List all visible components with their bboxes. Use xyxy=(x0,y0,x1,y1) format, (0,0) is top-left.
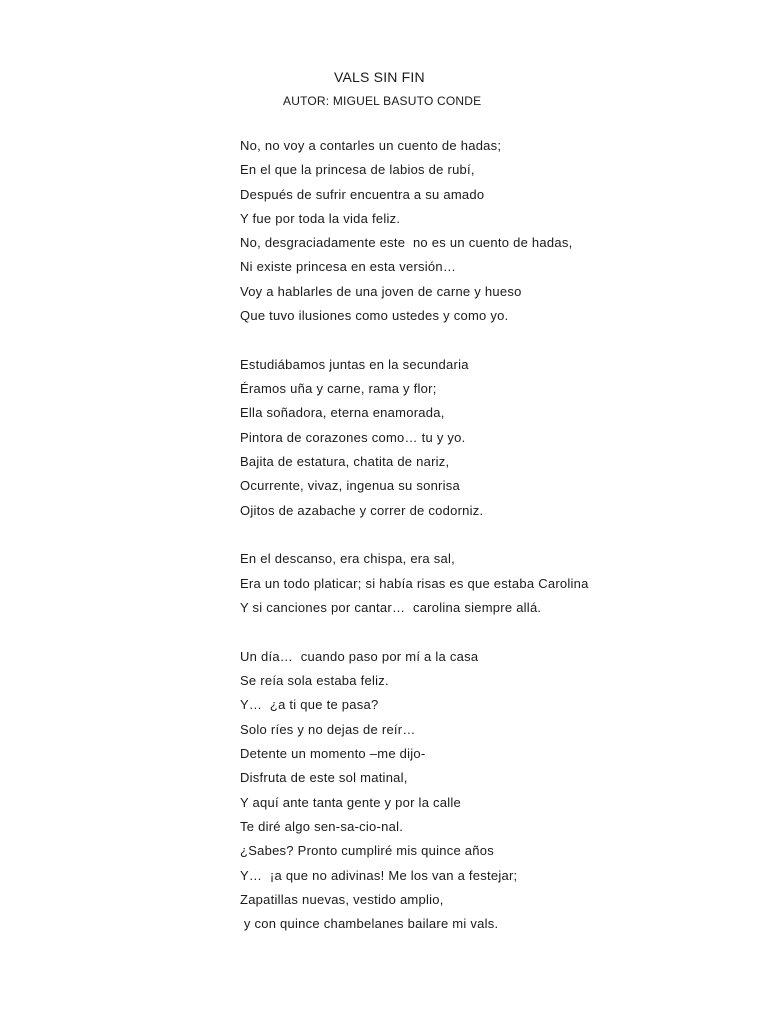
poem-line: Zapatillas nuevas, vestido amplio, xyxy=(240,891,444,907)
poem-line: Ocurrente, vivaz, ingenua su sonrisa xyxy=(240,478,460,494)
poem-line: En el que la princesa de labios de rubí, xyxy=(240,162,475,178)
stanza-3 xyxy=(240,547,740,620)
poem-line: y con quince chambelanes bailare mi vals. xyxy=(240,916,499,932)
poem-line: Y… ¿a ti que te pasa? xyxy=(240,697,379,713)
poem-line: Que tuvo ilusiones como ustedes y como yo. xyxy=(240,308,509,324)
poem-line: Y aquí ante tanta gente y por la calle xyxy=(240,794,462,810)
stanza-1 xyxy=(240,134,740,328)
poem-line: Solo ríes y no dejas de reír… xyxy=(240,721,416,737)
poem-line: Era un todo platicar; si había risas es que estaba Carolina xyxy=(240,575,589,591)
poem-line: Ella soñadora, eterna enamorada, xyxy=(240,405,445,421)
poem-line: Éramos uña y carne, rama y flor; xyxy=(240,381,437,397)
poem-line: En el descanso, era chispa, era sal, xyxy=(240,551,455,567)
poem-line: Ni existe princesa en esta versión… xyxy=(240,259,457,275)
poem-body xyxy=(240,134,740,961)
poem-line: Ojitos de azabache y correr de codorniz. xyxy=(240,502,484,518)
poem-line: Detente un momento –me dijo- xyxy=(240,746,426,762)
poem-line: Y… ¡a que no adivinas! Me los van a festejar; xyxy=(240,867,518,883)
poem-line: Bajita de estatura, chatita de nariz, xyxy=(240,454,450,470)
stanza-2 xyxy=(240,353,740,523)
poem-author: AUTOR: MIGUEL BASUTO CONDE xyxy=(283,94,482,108)
poem-line: No, desgraciadamente este no es un cuento de hadas, xyxy=(240,235,573,251)
poem-line: Y si canciones por cantar… carolina siempre allá. xyxy=(240,600,542,616)
poem-line: Se reía sola estaba feliz. xyxy=(240,673,389,689)
poem-line: Pintora de corazones como… tu y yo. xyxy=(240,429,466,445)
poem-line: Un día… cuando paso por mí a la casa xyxy=(240,648,479,664)
poem-line: Disfruta de este sol matinal, xyxy=(240,770,408,786)
poem-line: Después de sufrir encuentra a su amado xyxy=(240,186,485,202)
poem-line: Y fue por toda la vida feliz. xyxy=(240,210,401,226)
poem-line: Te diré algo sen-sa-cio-nal. xyxy=(240,818,404,834)
poem-title: VALS SIN FIN xyxy=(334,69,425,85)
poem-line: ¿Sabes? Pronto cumpliré mis quince años xyxy=(240,843,494,859)
poem-line: Estudiábamos juntas en la secundaria xyxy=(240,356,469,372)
poem-line: Voy a hablarles de una joven de carne y hueso xyxy=(240,283,522,299)
poem-line: No, no voy a contarles un cuento de hadas; xyxy=(240,138,502,153)
stanza-4 xyxy=(240,645,740,937)
